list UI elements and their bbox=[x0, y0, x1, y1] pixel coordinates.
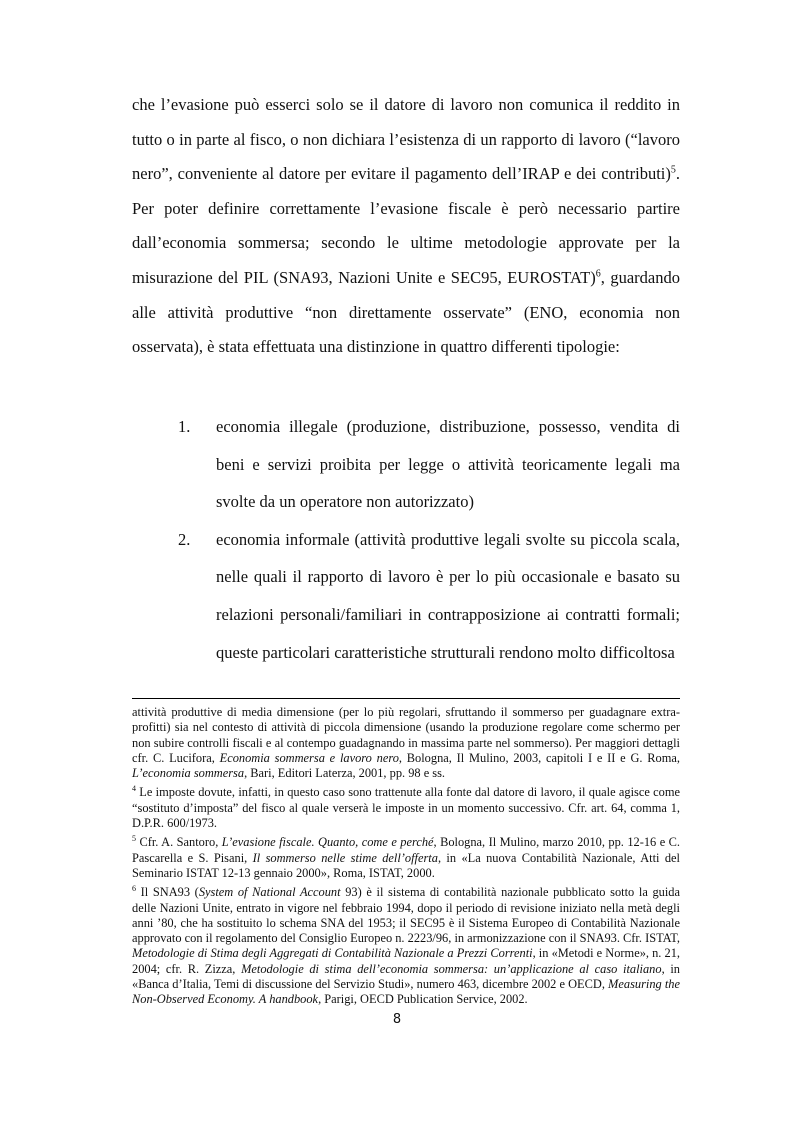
footnote-text: , Bologna, Il Mulino, 2003, capitoli I e II e G. Roma, bbox=[398, 750, 680, 765]
paragraph-part-2: . Per poter definire correttamente l’evasione fiscale è però necessario partire dall’economia sommersa; secondo le ultime metodologie approvate per la misurazione del PIL (SNA93, Nazioni Unite e SEC95, EUROSTAT) bbox=[132, 164, 680, 287]
footnote-text: Il SNA93 ( bbox=[136, 885, 199, 900]
footnote-text: , Bologna, Il Mulino, marzo 2010, pp. 12-16 e C. Pascarella e S. Pisani, bbox=[132, 835, 681, 865]
page-number: 8 bbox=[392, 1012, 402, 1027]
footnote-text: , Parigi, OECD Publication Service, 2002. bbox=[318, 992, 528, 1007]
footnote-text: , Bari, Editori Laterza, 2001, pp. 98 e ss. bbox=[244, 766, 446, 781]
paragraph-part-3: , guardando alle attività produttive “non direttamente osservate” (ENO, economia non osservata), è stata effettuata una distinzione in quattro differenti tipologie: bbox=[132, 267, 680, 357]
paragraph-text bbox=[132, 88, 680, 365]
list-item-number: 2. bbox=[178, 529, 191, 549]
footnote-6 bbox=[132, 885, 680, 1007]
footnote-title: Metodologie di stima dell’economia sommersa: un’applicazione al caso italiano bbox=[241, 961, 662, 976]
footnotes bbox=[132, 705, 680, 1012]
list-item bbox=[132, 408, 680, 521]
footnote-number: 5 bbox=[132, 834, 136, 844]
footnote-title: Il sommerso nelle stime dell’offerta bbox=[252, 850, 438, 865]
footnote-title: Economia sommersa e lavoro nero bbox=[219, 750, 399, 765]
footnote-text: , in «Metodi e Norme», n. 21, 2004; cfr. R. Zizza, bbox=[132, 946, 681, 976]
list-item-text: economia informale (attività produttive legali svolte su piccola scala, nelle quali il rapporto di lavoro è per lo più occasionale e basato su relazioni personali/familiari in contrapposizione ai contratti formali; queste particolari caratteristiche strutturali rendono molto difficoltosa bbox=[216, 529, 680, 662]
footnote-title: L’evasione fiscale. Quanto, come e perché bbox=[221, 835, 434, 850]
footnote-4 bbox=[132, 785, 680, 831]
numbered-list bbox=[132, 408, 680, 671]
footnote-continued bbox=[132, 705, 680, 781]
footnote-text: , in «Banca d’Italia, Temi di discussione del Servizio Studi», numero 463, dicembre 2002 e OECD, bbox=[132, 961, 680, 992]
footnote-text: attività produttive di media dimensione (per lo più regolari, sfruttando il sommerso per guadagnare extra-profitti) sia nel contesto di attività di piccola dimensione (usando la produzione regolare come schermo per non subire controlli fiscali e al contempo guadagnando in massima parte nel sommerso). Per maggiori dettagli cfr. C. Lucifora, bbox=[132, 705, 680, 765]
footnote-title: System of National Account bbox=[198, 885, 341, 900]
footnote-title: L’economia sommersa bbox=[132, 766, 245, 781]
list-item-number: 1. bbox=[178, 417, 191, 436]
footnote-title: Measuring the Non-Observed Economy. A handbook bbox=[132, 977, 680, 1007]
footnote-title: Metodologie di Stima degli Aggregati di Contabilità Nazionale a Prezzi Correnti bbox=[132, 946, 533, 961]
list-item bbox=[132, 521, 680, 671]
footnote-5 bbox=[132, 835, 680, 881]
footnote-text: 93) è il sistema di contabilità nazionale pubblicato sotto la guida delle Nazioni Unite, entrato in vigore nel febbraio 1994, dopo il periodo di revisione iniziato nella metà degli anni ’80, che ha sostituito lo schema SNA del 1953; il SEC95 è il Sistema Europeo di Contabilità Nazionale approvato con il regolamento del Consiglio Europeo n. 2223/96, in armonizzazione con il SNA93. Cfr. ISTAT, bbox=[132, 885, 680, 946]
footnote-separator bbox=[132, 698, 680, 699]
footnote-number: 4 bbox=[132, 784, 136, 794]
footnote-ref-5[interactable]: 5 bbox=[670, 164, 676, 176]
footnote-text: Le imposte dovute, infatti, in questo caso sono trattenute alla fonte dal datore di lavoro, il quale agisce come “sostituto d’imposta” del fisco al quale verserà le imposte in un momento successivo. Cfr. art. 64, comma 1, D.P.R. 600/1973. bbox=[132, 785, 680, 831]
footnote-text: , in «La nuova Contabilità Nazionale, Atti del Seminario ISTAT 12-13 gennaio 2000», Roma, ISTAT, 2000. bbox=[132, 850, 680, 880]
footnote-number: 6 bbox=[132, 884, 136, 894]
footnote-text: Cfr. A. Santoro, bbox=[136, 835, 222, 850]
main-paragraph bbox=[132, 88, 680, 365]
paragraph-part-1: che l’evasione può esserci solo se il datore di lavoro non comunica il reddito in tutto o in parte al fisco, o non dichiara l’esistenza di un rapporto di lavoro (“lavoro nero”, conveniente al datore per evitare il pagamento dell’IRAP e dei contributi) bbox=[132, 95, 680, 184]
list-item-text: economia illegale (produzione, distribuzione, possesso, vendita di beni e servizi proibita per legge o attività teoricamente legali ma svolte da un operatore non autorizzato) bbox=[216, 417, 680, 512]
footnote-ref-6[interactable]: 6 bbox=[595, 268, 601, 280]
